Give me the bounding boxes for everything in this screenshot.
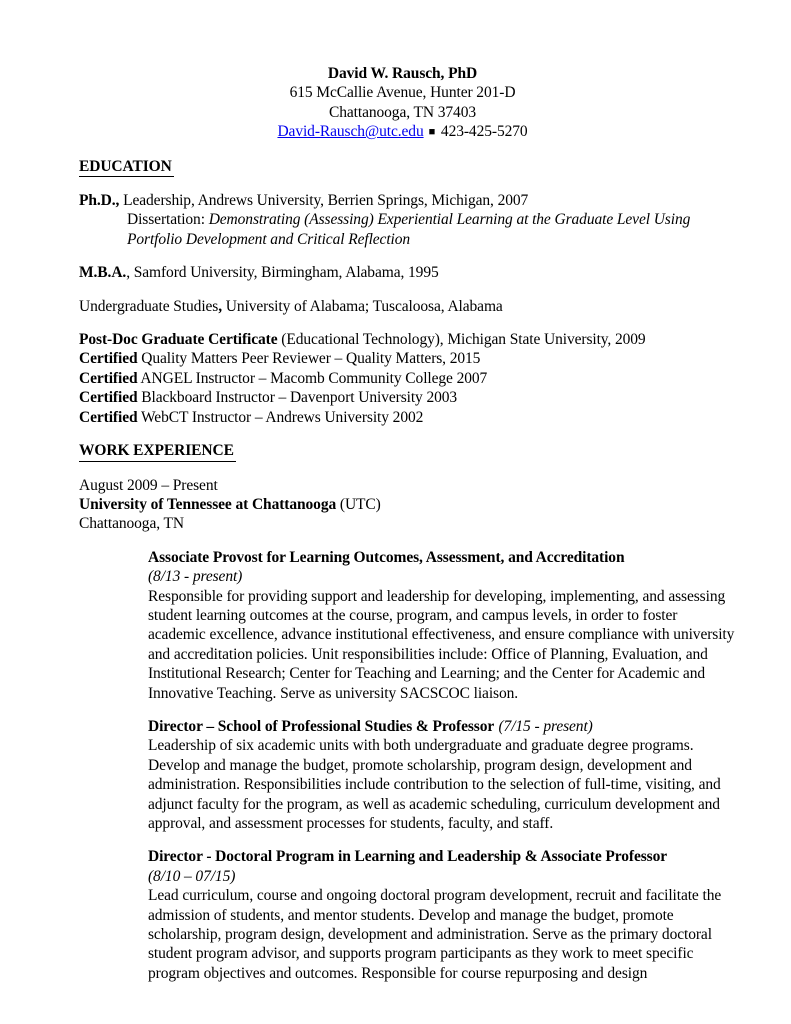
position-description: Leadership of six academic units with both undergraduate and graduate degree programs. Develop and manage the budget, promote scholarship, program design, development and administration. Responsibilities include contribution to the selection of full-time, visiting, and adjunct faculty for the program, as well as academic scheduling, curriculum development and approval, and assessment processes for students, faculty, and staff.	[148, 737, 721, 832]
dissertation-title: Demonstrating (Assessing) Experiential Learning at the Graduate Level Using Portfolio Development and Critical Reflection	[127, 211, 691, 248]
employer-dates: August 2009 – Present	[79, 476, 218, 494]
email-link[interactable]: David-Rausch@utc.edu	[277, 123, 424, 141]
education-heading: EDUCATION	[79, 157, 737, 177]
employer-name: University of Tennessee at Chattanooga	[79, 495, 337, 513]
position-description: Responsible for providing support and leadership for developing, implementing, and assessing student learning outcomes at the course, program, and campus levels, in order to foster academic excellence, advance institutional effectiveness, and ensure compliance with university and accreditation policies. Unit responsibilities include: Office of Planning, Evaluation, and Institutional Research; Center for Teaching and Learning; and the Center for Academic and Innovative Teaching. Serve as university SACSCOC liaison.	[148, 587, 735, 702]
mba-detail: , Samford University, Birmingham, Alabama, 1995	[126, 264, 439, 282]
position-block	[148, 717, 737, 833]
certification-row: Certified ANGEL Instructor – Macomb Community College 2007	[79, 369, 488, 387]
certification-row: Certified Quality Matters Peer Reviewer – Quality Matters, 2015	[79, 350, 481, 368]
phd-line	[79, 191, 737, 210]
certification-row: Post-Doc Graduate Certificate (Educational Technology), Michigan State University, 2009	[79, 331, 646, 349]
phone-number: 423-425-5270	[440, 123, 528, 141]
undergrad-separator: ,	[218, 297, 223, 315]
employer-location: Chattanooga, TN	[79, 515, 184, 533]
work-experience-heading: WORK EXPERIENCE	[79, 441, 737, 461]
phd-detail: Leadership, Andrews University, Berrien Springs, Michigan, 2007	[119, 192, 529, 210]
certification-row: Certified Blackboard Instructor – Davenport University 2003	[79, 389, 458, 407]
address-line-2: Chattanooga, TN 37403	[329, 103, 476, 121]
phd-entry	[79, 191, 737, 249]
dissertation-line	[127, 210, 737, 249]
position-title: Associate Provost for Learning Outcomes, Assessment, and Accreditation	[148, 548, 625, 566]
contact-header	[68, 64, 737, 143]
position-title: Director - Doctoral Program in Learning and Leadership & Associate Professor	[148, 848, 668, 866]
certification-row: Certified WebCT Instructor – Andrews University 2002	[79, 408, 424, 426]
undergrad-lead: Undergraduate Studies	[79, 297, 219, 315]
position-description: Lead curriculum, course and ongoing doctoral program development, recruit and facilitate the admission of students, and mentor students. Develop and manage the budget, promote scholarship, program design, development and administration. Serve as the primary doctoral student program advisor, and supports program participants as they work to meet specific program objectives and outcomes. Responsible for course repurposing and design	[148, 887, 722, 982]
contact-line	[68, 122, 737, 142]
position-dates: (8/13 - present)	[148, 568, 243, 586]
position-title-line	[148, 717, 737, 736]
position-block	[148, 548, 737, 703]
certifications-list	[79, 330, 737, 427]
employer-suffix: (UTC)	[336, 495, 381, 513]
mba-degree: M.B.A.	[79, 264, 127, 282]
employer-name-line	[79, 495, 737, 514]
position-dates: (7/15 - present)	[498, 717, 593, 735]
address-line-1: 615 McCallie Avenue, Hunter 201-D	[289, 84, 516, 102]
person-name: David W. Rausch, PhD	[327, 65, 478, 82]
square-bullet-icon: ■	[428, 126, 436, 139]
dissertation-label: Dissertation:	[127, 211, 209, 229]
phd-degree: Ph.D.,	[79, 192, 120, 210]
mba-entry	[79, 263, 737, 282]
undergrad-detail: University of Alabama; Tuscaloosa, Alabama	[222, 297, 503, 315]
undergrad-entry	[79, 297, 737, 316]
position-title: Director – School of Professional Studies & Professor	[148, 717, 495, 735]
employer-block	[79, 476, 737, 534]
position-dates: (8/10 – 07/15)	[148, 867, 236, 885]
position-block	[148, 847, 737, 983]
